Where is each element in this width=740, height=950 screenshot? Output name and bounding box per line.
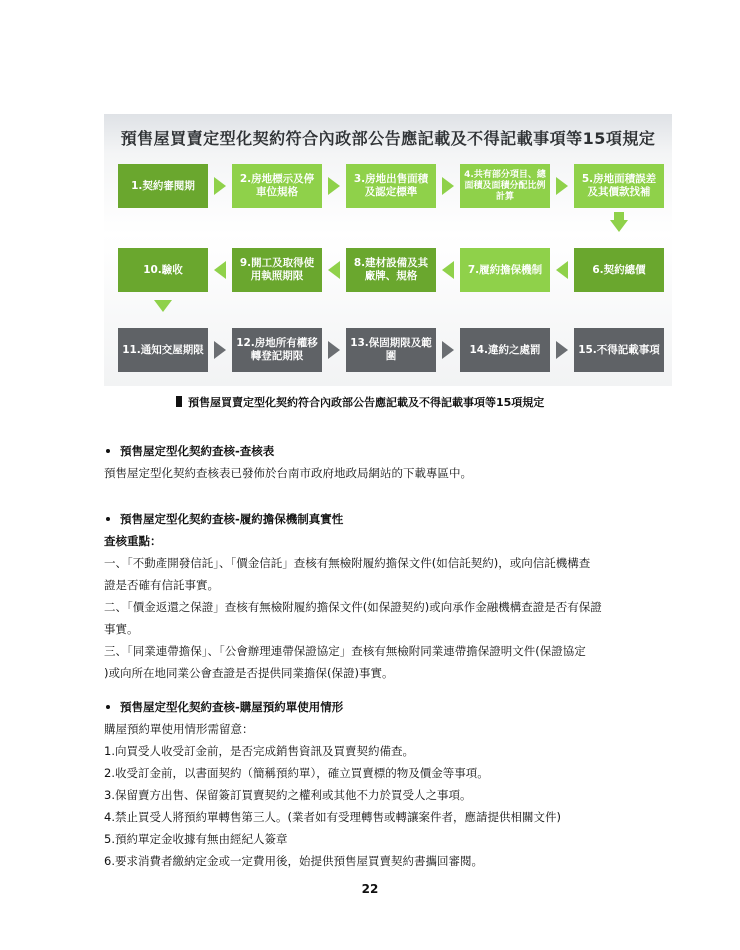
step-7-node: 7.履約擔保機制 bbox=[460, 248, 550, 292]
paragraph-line: )或向所在地同業公會查證是否提供同業擔保(保證)事實。 bbox=[104, 666, 394, 680]
page-number: 22 bbox=[361, 882, 379, 896]
caption-marker-icon bbox=[176, 396, 182, 407]
step-15-node: 15.不得記載事項 bbox=[574, 328, 664, 372]
paragraph-line: 證是否確有信託事實。 bbox=[104, 578, 219, 592]
arrow-right-icon bbox=[328, 177, 340, 195]
step-12-node: 12.房地所有權移轉登記期限 bbox=[232, 328, 322, 372]
arrow-right-icon bbox=[214, 341, 226, 359]
arrow-right-icon bbox=[556, 177, 568, 195]
paragraph-line: 4.禁止買受人將預約單轉售第三人。(業者如有受理轉售或轉讓案件者，應請提供相關文件) bbox=[104, 810, 561, 824]
paragraph-line: 3.保留賣方出售、保留簽訂買賣契約之權利或其他不力於買受人之事項。 bbox=[104, 788, 472, 802]
section-checklist bbox=[104, 440, 472, 484]
arrow-left-icon bbox=[442, 261, 454, 279]
arrow-right-icon bbox=[556, 341, 568, 359]
step-11-node: 11.通知交屋期限 bbox=[118, 328, 208, 372]
arrow-right-icon bbox=[328, 341, 340, 359]
step-3-node: 3.房地出售面積及認定標準 bbox=[346, 164, 436, 208]
bullet-icon bbox=[106, 449, 110, 453]
step-9-node: 9.開工及取得使用執照期限 bbox=[232, 248, 322, 292]
figure-caption bbox=[176, 394, 676, 410]
step-10-node: 10.驗收 bbox=[118, 248, 208, 292]
paragraph-line: 三、「同業連帶擔保」、「公會辦理連帶保證協定」查核有無檢附同業連帶擔保證明文件(保證協定 bbox=[104, 644, 586, 658]
paragraph-line: 一、「不動產開發信託」、「價金信託」查核有無檢附履約擔保文件(如信託契約)，或向信託機構查 bbox=[104, 556, 591, 570]
step-5-node: 5.房地面積誤差及其價款找補 bbox=[574, 164, 664, 208]
arrow-stem bbox=[614, 212, 624, 220]
paragraph-line: 事實。 bbox=[104, 622, 139, 636]
arrow-right-icon bbox=[442, 341, 454, 359]
step-4-node: 4.共有部分項目、總面積及面積分配比例計算 bbox=[460, 164, 550, 208]
caption-text: 預售屋買賣定型化契約符合內政部公告應記載及不得記載事項等15項規定 bbox=[188, 396, 545, 409]
arrow-down-icon bbox=[610, 220, 628, 232]
section-heading: 預售屋定型化契約查核-履約擔保機制真實性 bbox=[104, 508, 602, 530]
arrow-right-icon bbox=[214, 177, 226, 195]
diagram-title: 預售屋買賣定型化契約符合內政部公告應記載及不得記載事項等15項規定 bbox=[120, 129, 656, 148]
step-8-node: 8.建材設備及其廠牌、規格 bbox=[346, 248, 436, 292]
arrow-left-icon bbox=[328, 261, 340, 279]
paragraph-line: 5.預約單定金收據有無由經紀人簽章 bbox=[104, 832, 288, 846]
section-guarantee bbox=[104, 508, 602, 684]
step-6-node: 6.契約總價 bbox=[574, 248, 664, 292]
step-14-node: 14.違約之處罰 bbox=[460, 328, 550, 372]
paragraph-line: 購屋預約單使用情形需留意： bbox=[104, 722, 254, 736]
bullet-icon bbox=[106, 517, 110, 521]
step-13-node: 13.保固期限及範圍 bbox=[346, 328, 436, 372]
bullet-icon bbox=[106, 705, 110, 709]
arrow-right-icon bbox=[442, 177, 454, 195]
paragraph-line: 2.收受訂金前，以書面契約（簡稱預約單），確立買賣標的物及價金等事項。 bbox=[104, 766, 489, 780]
step-2-node: 2.房地標示及停車位規格 bbox=[232, 164, 322, 208]
paragraph-line: 預售屋定型化契約查核表已發佈於台南市政府地政局網站的下載專區中。 bbox=[104, 466, 472, 480]
paragraph-line: 二、「價金返還之保證」查核有無檢附履約擔保文件(如保證契約)或向承作金融機構查證是否有保證 bbox=[104, 600, 602, 614]
arrow-down-icon bbox=[154, 300, 172, 312]
section-reservation bbox=[104, 696, 561, 872]
section-heading: 預售屋定型化契約查核-查核表 bbox=[104, 440, 472, 462]
arrow-left-icon bbox=[214, 261, 226, 279]
paragraph-line: 1.向買受人收受訂金前，是否完成銷售資訊及買賣契約備查。 bbox=[104, 744, 414, 758]
process-diagram bbox=[104, 114, 672, 386]
arrow-left-icon bbox=[556, 261, 568, 279]
paragraph-line: 6.要求消費者繳納定金或一定費用後，始提供預售屋買賣契約書攜回審閱。 bbox=[104, 854, 483, 868]
step-1-node: 1.契約審閱期 bbox=[118, 164, 208, 208]
section-heading: 預售屋定型化契約查核-購屋預約單使用情形 bbox=[104, 696, 561, 718]
section-subheading: 查核重點： bbox=[104, 534, 162, 548]
